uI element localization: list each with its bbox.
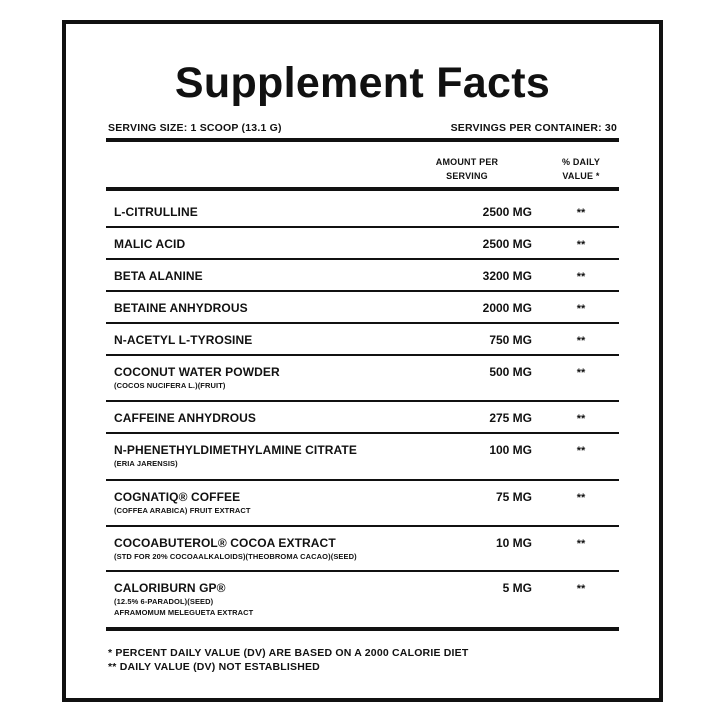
ingredient-name: MALIC ACID — [114, 237, 186, 251]
ingredient-name: COCOABUTEROL® COCOA EXTRACT — [114, 536, 336, 550]
footnote-daily-value: * PERCENT DAILY VALUE (DV) ARE BASED ON A 2000 CALORIE DIET — [108, 647, 469, 659]
ingredient-daily-value: ** — [576, 413, 586, 425]
footer-divider — [106, 627, 619, 631]
ingredient-name: BETAINE ANHYDROUS — [114, 301, 248, 315]
row-divider — [106, 525, 619, 527]
ingredient-amount: 275 MG — [489, 411, 532, 425]
column-header-divider — [106, 187, 619, 191]
ingredient-daily-value: ** — [576, 492, 586, 504]
row-divider — [106, 432, 619, 434]
row-divider — [106, 322, 619, 324]
ingredient-daily-value: ** — [576, 367, 586, 379]
ingredient-amount: 2500 MG — [482, 237, 532, 251]
ingredient-detail: (ERIA JARENSIS) — [114, 459, 178, 468]
ingredient-detail: (COCOS NUCIFERA L.)(FRUIT) — [114, 381, 226, 390]
footnote-not-established: ** DAILY VALUE (DV) NOT ESTABLISHED — [108, 661, 320, 673]
ingredient-amount: 3200 MG — [482, 269, 532, 283]
row-divider — [106, 479, 619, 481]
ingredient-amount: 5 MG — [502, 581, 532, 595]
ingredient-daily-value: ** — [576, 583, 586, 595]
ingredient-amount: 2500 MG — [482, 205, 532, 219]
ingredient-daily-value: ** — [576, 335, 586, 347]
ingredient-daily-value: ** — [576, 207, 586, 219]
ingredient-name: CAFFEINE ANHYDROUS — [114, 411, 257, 425]
ingredient-amount: 500 MG — [489, 365, 532, 379]
panel-title: Supplement Facts — [174, 59, 551, 107]
ingredient-detail: (12.5% 6-PARADOL)(SEED) — [114, 597, 214, 606]
ingredient-amount: 750 MG — [489, 333, 532, 347]
ingredient-detail: AFRAMOMUM MELEGUETA EXTRACT — [114, 608, 254, 617]
ingredient-name: BETA ALANINE — [114, 269, 203, 283]
ingredient-amount: 100 MG — [489, 443, 532, 457]
row-divider — [106, 354, 619, 356]
row-divider — [106, 290, 619, 292]
ingredient-name: L-CITRULLINE — [114, 205, 198, 219]
header-divider — [106, 138, 619, 142]
ingredient-daily-value: ** — [576, 239, 586, 251]
ingredient-name: COGNATIQ® COFFEE — [114, 490, 241, 504]
serving-size: SERVING SIZE: 1 SCOOP (13.1 G) — [108, 122, 282, 134]
servings-per-container: SERVINGS PER CONTAINER: 30 — [450, 122, 617, 134]
daily-value-column-header: % DAILY VALUE * — [561, 157, 601, 181]
ingredient-daily-value: ** — [576, 271, 586, 283]
ingredient-name: N-PHENETHYLDIMETHYLAMINE CITRATE — [114, 443, 357, 457]
serving-info — [108, 122, 617, 134]
ingredient-amount: 10 MG — [495, 536, 532, 550]
amount-column-header: AMOUNT PER SERVING — [435, 157, 499, 181]
row-divider — [106, 400, 619, 402]
ingredient-amount: 75 MG — [495, 490, 532, 504]
ingredient-amount: 2000 MG — [482, 301, 532, 315]
ingredient-detail: (COFFEA ARABICA) FRUIT EXTRACT — [114, 506, 251, 515]
ingredient-name: CALORIBURN GP® — [114, 581, 226, 595]
ingredient-daily-value: ** — [576, 303, 586, 315]
row-divider — [106, 570, 619, 572]
row-divider — [106, 258, 619, 260]
ingredient-detail: (STD FOR 20% COCOAALKALOIDS)(THEOBROMA CACAO)(SEED) — [114, 552, 357, 561]
ingredient-name: N-ACETYL L-TYROSINE — [114, 333, 253, 347]
ingredient-daily-value: ** — [576, 538, 586, 550]
supplement-facts-panel — [62, 20, 663, 702]
ingredient-daily-value: ** — [576, 445, 586, 457]
ingredient-name: COCONUT WATER POWDER — [114, 365, 280, 379]
row-divider — [106, 226, 619, 228]
